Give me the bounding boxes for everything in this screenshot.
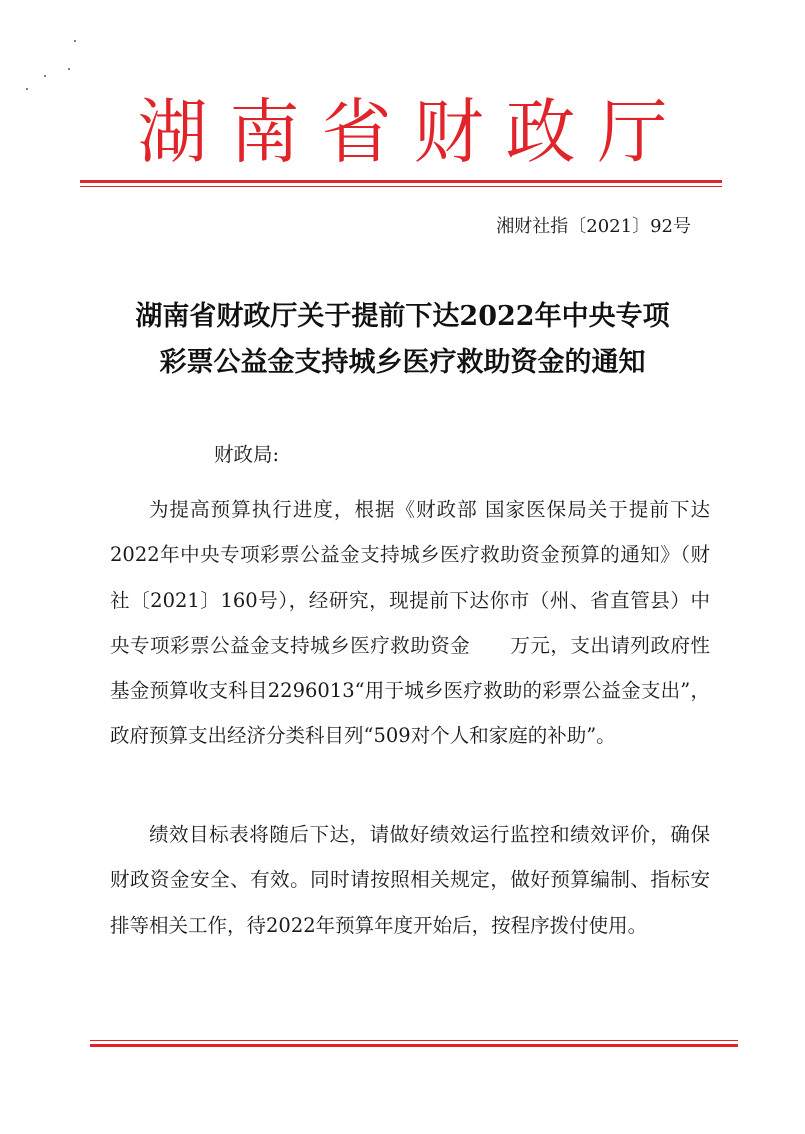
letterhead-rule-thin: [80, 186, 722, 187]
body-paragraph-2: 绩效目标表将随后下达，请做好绩效运行监控和绩效评价，确保财政资金安全、有效。同时请按照相关规定，做好预算编制、指标安排等相关工作，待2022年预算年度开始后，按程序拨付使用。: [110, 823, 710, 937]
agency-letterhead: 湖南省财政厅: [137, 91, 690, 173]
document-number: 湘财社指〔2021〕92号: [496, 216, 691, 237]
document-title-line-2: 彩票公益金支持城乡医疗救助资金的通知: [159, 347, 646, 378]
addressee: 财政局:: [214, 443, 280, 466]
letterhead-rule-thick: [80, 180, 722, 183]
footer-rule-thick: [90, 1044, 738, 1047]
footer-rule-thin: [90, 1040, 738, 1041]
body-paragraph-1: 为提高预算执行进度，根据《财政部 国家医保局关于提前下达2022年中央专项彩票公益金支持城乡医疗救助资金预算的通知》（财社〔2021〕160号），经研究，现提前下达你市（州、省直管县）中央专项彩票公益金支持城乡医疗救助资金 万元，支出请列政府性基金预算收支科目2296013“用于城乡医疗救助的彩票公益金支出”，政府预算支出经济分类科目列“509对个人和家庭的补助”。: [110, 498, 710, 748]
document-title: [0, 294, 805, 386]
scan-speck: [44, 75, 46, 77]
scan-speck: [74, 40, 76, 42]
scan-speck: [68, 68, 70, 70]
document-title-line-1: 湖南省财政厅关于提前下达2022年中央专项: [135, 301, 670, 332]
scan-speck: [26, 88, 28, 90]
